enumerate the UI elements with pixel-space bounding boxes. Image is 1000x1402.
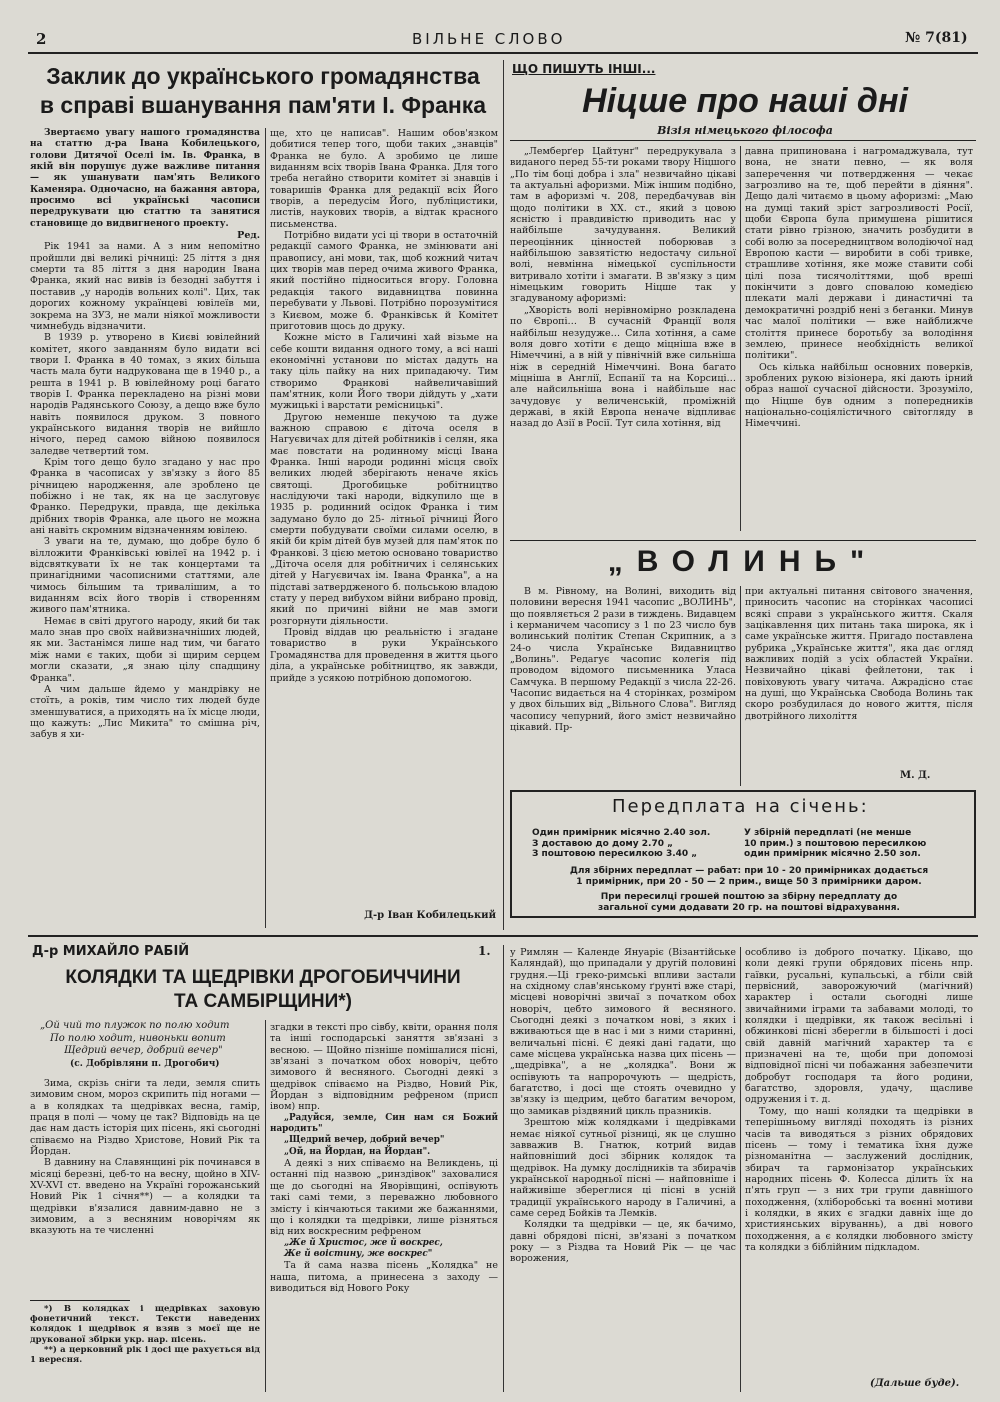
subscription-title: Передплата на січень: bbox=[612, 796, 869, 817]
paragraph: Кожне місто в Галичині хай візьме на себе кошти видання одного тому, а всі наші економічні установи по містах дадуть на таку ціль пайку на них припадаючу. Тим створимо Франкові найвеличавіший пам'ятник, коли Його твори дійдуть у „хати мужицькі і варстати ремісницькі". bbox=[270, 332, 498, 412]
footnote: **) а церковний рік і досі ще рахується від 1 вересня. bbox=[30, 1344, 260, 1366]
paragraph: Ось кілька найбільш основних поверків, зроблених рукою візіонера, які дають ірний образ нашої сучасної дійсности. Зрозуміло, що Ніцше був одним з попередників національно-соціялістичного світогляду в Німеччині. bbox=[745, 361, 973, 430]
article2-bottom-rule bbox=[510, 540, 976, 541]
subscription-prices-left bbox=[532, 828, 732, 860]
paragraph: В давнину на Славянщині рік починався в місяці березні, цеб-то на весну, щойно в XIV-XV-XVI ст. введено на Україні горожанський Новий Рік 1 січня**) — а колядки та щедрівки в'язалися давним-давно не з зимовим, а з весняним новорічям як вказують на те численні bbox=[30, 1157, 260, 1237]
song-quote: „Щедрий вечер, добрий вечер" bbox=[284, 1135, 445, 1146]
footnote-rule bbox=[30, 1300, 130, 1301]
paragraph: Другою неменше пекучою та дуже важною справою є діточа оселя в Нагуєвичах для дітей робітників і селян, яка має повстати на родинному місці Івана Франка. Інші народи родинні місця своїх великих людей зберігають неначе якісь святощі. Дрогобицьке робітництво наслідуючи такі народи, відкупило ще в 1935 р. родинний осідок Франка і тим задумано було до 25- літньої річниці Його смерти побудувати своїми силами оселю, в якій би крім дітей був музей для пам'яток по Франкові. З цією метою основано товариство „Діточа оселя для робітничих і селянських дітей у Нагуєвичах ім. Івана Франка", а на підставі затвердженого б. польською владою стату у перед вибухом війни вибрано провід, який по причині війни не мав змоги розгорнути діяльности. bbox=[270, 411, 498, 627]
subscription-note: При пересилці грошей поштою за збірну передплату до загальної суми додавати 20 гр. на поштові відрахування. bbox=[598, 892, 900, 913]
column-rule bbox=[740, 947, 741, 1392]
paragraph: Зима, скрізь сніги та леди, земля спить зимовим сном, мороз скрипить під ногами — а в колядках та щедрівках весна, гамір, праця в полі — чому це так? Відповідь на це дає нам дасть історія цих пісень, які сьогодні співаємо на Різдво Христове, Новий Рік та Йордан. bbox=[30, 1078, 260, 1158]
column-rule bbox=[265, 1020, 266, 1392]
masthead-rule bbox=[28, 52, 978, 54]
paragraph: ще, хто це написав". Нашим обов'язком добитися тепер того, щоби таких „знавців" Франка не було. А зробимо це лише виданням всіх творів Івана Франка. Для того треба негайно створити комітет зі знавців і товаришів Франка для редакції всіх Його творів, а передусім Його, публіцистики, листів, наукових творів, а відтак красного письменства. bbox=[270, 128, 498, 230]
price-row: З доставою до дому 2.70 „ bbox=[532, 838, 674, 849]
vertical-rule-bottom bbox=[503, 945, 504, 1392]
column-rule bbox=[740, 146, 741, 531]
paragraph: З уваги на те, думаю, що добре було б вілложити Франківські ювілеї на 1942 р. і відсвяткувати їх не так концертами та принагідними часописними статтями, але чимось більшим та тривалішим, а то виданням всіх його творів і створенням живого пам'ятника. bbox=[30, 536, 260, 616]
article4-column4 bbox=[745, 947, 973, 1377]
paragraph: „Лемберґер Цайтунґ" передрукувала з виданого перед 55-ти роками твору Ніцшого „По тім боці добра і зла" незвичайно цікаві та актуальні афоризми. Між іншим подібно, там в афоризмі ч. 208, передбачував він щодо політики в XX. ст., який з цовою ясністю і правдивістю приводить нас у найбільше зачудування. Великий переоцінник цінностей поборював з найбільшою завзятістю недостачу сильної волі, невмінна німецької суспільности витривало хотіти і змагати. В зв'язку з цим німецьким говорить Ніцше так у згадуваному афоризмі: bbox=[510, 146, 736, 305]
footnote: *) В колядках і щедрівках заховую фонетичний текст. Тексти наведених колядок і щедрівок я взяв з моєї ще не друкованої збірки укр. нар. пісень. bbox=[30, 1304, 260, 1345]
column-rule bbox=[265, 128, 266, 928]
article2-column2 bbox=[745, 146, 973, 531]
article1-column2 bbox=[270, 128, 498, 908]
paragraph: при актуальні питання світового значення, приносить часопис на сторінках часописі всякі справи з українського життя. Скаля зацікавлення цих питань така широка, як і саме українське життя. Пригадо поставлена рубрика „Українське життя", яка дає огляд важливих подій з усіх областей України. Незвичайно цікаві фейлетони, так і повіховують увагу читача. Ажрадісно стає на душі, що Українська Свобода Волинь так скоро розбудилася до нового життя, після двотрійного лихоліття bbox=[745, 586, 973, 722]
column-rule bbox=[740, 586, 741, 786]
article4-epigraph: „Ой чий то плужок по полю ходит По полю ходит, нивоньки вопит Щедрий вечер, добрий вечер" (с. Добрівляни п. Дрогобич) bbox=[40, 1020, 230, 1069]
article3-signature: М. Д. bbox=[900, 770, 931, 781]
article4-part-number: 1. bbox=[478, 944, 491, 958]
article2-subtitle: Візія німецького філософа bbox=[657, 124, 833, 137]
article3-column1 bbox=[510, 586, 736, 786]
paragraph: Колядки та щедрівки — це, як бачимо, давні обрядові пісні, зв'язані з початком року — з Різдва та Новий Рік — це час ворожения, bbox=[510, 1219, 736, 1265]
paragraph: А деякі з них співаємо на Великдень, ці останні під назвою „ринздівок" заховалися ще до сьогодні на Яворівщині, оспівують такі самі теми, з переважно любовного змісту і кінчаються такими же бажаннями, що і колядки та щедрівки, лише різняться від них воскресним рефреном bbox=[270, 1158, 498, 1238]
article1-title bbox=[28, 62, 498, 120]
newspaper-title: ВІЛЬНЕ СЛОВО bbox=[412, 30, 566, 48]
article4-title: КОЛЯДКИ ТА ЩЕДРІВКИ ДРОГОБИЧЧИНИ ТА САМБІРЩИНИ*) bbox=[65, 967, 461, 1012]
quote-paragraph: „Хворість волі нерівномірно розкладена по Європі… В сучасній Франції воля найбільш незудуже… Сила хотіння, а саме воля довго хотіти є дещо міцніша вже в Німеччині, а в ній у північній вже сильніша ніж в середній Німеччині. Вона багато міцніша в Англії, Еспанії та на Корсиці… але найсильніша вона і найбільше нас зачудовує у величенській, проміжній державі, в якій Европа неначе відпливає назад до Азії в Росії. Тут сила хотіння, від bbox=[510, 304, 736, 430]
vertical-rule-top bbox=[503, 60, 504, 930]
subscription-box bbox=[510, 790, 976, 918]
subscription-discount: Для збірних передплат — рабат: при 10 - 20 примірниках додається 1 примірник, при 20 - 50 — 2 прим., вище 50 3 примірники даром. bbox=[569, 866, 929, 887]
paragraph: Тому, що наші колядки та щедрівки в теперішньому вигляді походять із різних часів та виводяться з різних обрядових пісень — тому і тематика їхня дуже різноманітна — заслужений дослідник, збирач та гармонізатор українських народних пісень Ф. Колесса ділить їх на п'ять груп — з них три групи давнішого походження, (хліборобські та воєнні мотиви і колядки, в яких є згадки давніх іще до християнських віруваннь), а дві нового походження, а є колядки любовного змісту та колядки з біблійним підкладом. bbox=[745, 1105, 973, 1253]
section-label: ЩО ПИШУТЬ ІНШІ... bbox=[512, 62, 656, 76]
paragraph: В 1939 р. утворено в Києві ювілейний комітет, якого завданням було видати всі твори І. Франка в 40 томах, з яких більша часть мала бути надрукована ще в 1940 р., а решта в 1941 р. В ювілейному році багато творів І. Франка перекладено на різні мови народів Радянського Союзу, а дещо вже було навіть появилося друком. З повного українського видання творів не вийшло нічого, перед самою війною появилося заледве четвертий том. bbox=[30, 332, 260, 457]
paragraph: А чим дальше йдемо у мандрівку не стоїть, а років, тим число тих людей буде зменшуватися, а приходять на їх місце люди, що кажуть: „Лис Микита" то смішна річ, забув я хи- bbox=[30, 683, 260, 741]
article4-author: Д-р МИХАЙЛО РАБІЙ bbox=[32, 944, 190, 959]
article1-title-line1: Заклик до українського громадянства bbox=[46, 63, 480, 89]
song-quote: Же й воістину, же воскрес" bbox=[284, 1248, 433, 1259]
issue-number: № 7(81) bbox=[905, 30, 968, 46]
paragraph: особливо із доброго початку. Цікаво, що коли деякі групи обрядових пісень нпр. гаївки, русальні, купальські, а гбіли свій первісний, заворожуючий (магічний) характер і остали сьогодні лише звичайними іграми та забавами молоді, то колядки і щедрівки, як також весільні і обжинкові пісні зберегли в більшості і досі свій давній магічний характер та є призначені на те, щоби при допомозі відповідної пісні чи побажання забезпечити добробут господаря та його родини, багатство, здоровля, удачу, щасливе одружения і т. д. bbox=[745, 947, 973, 1106]
article1-signature: Д-р Іван Кобилецький bbox=[364, 910, 496, 921]
article3-title: „ВОЛИНЬ" bbox=[607, 545, 879, 578]
article1-title-line2: в справі вшанування пам'яти І. Франка bbox=[39, 92, 487, 118]
song-quote: „Ой, на Йордан, на Йордан". bbox=[284, 1146, 431, 1157]
article4-column1 bbox=[30, 1078, 260, 1296]
article4-footnotes bbox=[30, 1304, 260, 1394]
paragraph: давна припинована і нагромаджувала, тут вона, не знати певно, — як воля заперечення чи потвердження — чекає загрозливо на те, щоб перейти в діяння". Дещо далі читаємо в цьому афоризмі: „Маю на думці такий зріст загрозливості Росії, щоби Європа була примушена рішитися стати рівно грізною, значить розбудити в собі волю за посередництвом володіючої над Европою касти — виробити в собі тривке, страшливе хотіння, яке може ставити собі цілі поза тисячоліттями, щоб вреші покінчити з довго сповалою комедією плекати малі держави і династичні та демократичні роздріб нені з беганки. Минув час малої політики — вже найближче століття принесе боротьбу за володіння землею, принесе необхідність великої політики". bbox=[745, 146, 973, 362]
article4-column2 bbox=[270, 1022, 498, 1394]
paragraph: згадки в тексті про сівбу, квіти, орання поля та інші господарські заняття зв'язані з весною. — Щойно пізніше помішалися пісні, зв'язані з початком обох новоріч, цебто зимового й весняного. Сьогодні деякі з щедрівок співаємо на Різдво, Новий Рік, Йордан з відповідним рефреном (присп івом) нпр. bbox=[270, 1022, 498, 1113]
article2-title: Ніцше про наші дні bbox=[582, 82, 908, 120]
subscription-prices-right: У збірній передплаті (не менше 10 прим.) з поштовою пересилкою один примірник місячно 2.50 зол. bbox=[744, 828, 927, 860]
section-rule bbox=[28, 935, 978, 937]
paragraph: Провід віддав цю реальністю і згадане товариство в руки Українського Громадянства для проведення в життя цього діла, а українське робітництво, як завжди, прийде з усякою потрібною допомогою. bbox=[270, 627, 498, 684]
paragraph: Зрештою між колядками і щедрівками немає ніякої сутньої різниці, як це слушно завважив В. Гнатюк, котрий видав найповніший досі збірник колядок та щедрівок. На думку дослідників та збирачів української народньої пісні — найповніше і найживіше збереглися ці пісні в усній традиції українського народу в Галичині, а саме серед Бойків та Лемків. bbox=[510, 1117, 736, 1219]
article2-column1 bbox=[510, 146, 736, 531]
article3-column2 bbox=[745, 586, 973, 756]
song-quote: „Радуйся, земле, Син нам ся Божий народить" bbox=[270, 1112, 498, 1135]
paragraph: Немає в світі другого народу, який би так мало знав про своїх найвизначніших людей, як ми. Застанімся лише над тим, чи багато між нами є таких, щоби зі щирим серцем могли сказати, „я знаю цілу спадщину Франка". bbox=[30, 615, 260, 684]
paragraph: Рік 1941 за нами. А з ним непомітно пройшли дві великі річниці: 25 ліття з дня смерти та 85 ліття з дня народин Івана Франка, який нас вивів із безодні забуття і поставив „у народів вольних колі". Цих, так дорогих кожному українцеві ювілеїв ми, зокрема на ЗУЗ, не мали ніякої можливости чимнебудь відзначити. bbox=[30, 241, 260, 332]
price-row: З поштовою пересилкою 3.40 „ bbox=[532, 849, 698, 860]
paragraph: Потрібно видати усі ці твори в остаточній редакції самого Франка, не змінювати ані правопису, ані мови, так, щоб кожний читач цих творів мав перед очима живого Франка, який постійно підноситься вгору. Головна редакція такого видавництва повинна перебувати у Львові. Потрібно порозумітися з Києвом, може б. Франківськ й Комітет приготовив щось до друку. bbox=[270, 230, 498, 332]
article1-column1 bbox=[30, 128, 260, 928]
page-number: 2 bbox=[36, 30, 47, 48]
paragraph: В м. Рівному, на Волині, виходить від половини вересня 1941 часопис „ВОЛИНЬ", що появляється 2 рази в тиждень. Видавцем і керманичем часопису з 1 по 23 число був волинський політик Степан Скрипник, а з 24-о числа Українське Видавництво „Волинь". Редагує часопис колегія під проводом відомого письменника Уласа Самчука. В першому Редакції з числа 22-26. Часопис видається на 4 сторінках, розміром у двох більших від „Вільного Слова". Вигляд часопису чепурний, його зміст незвичайно цікавий. Пр- bbox=[510, 586, 736, 734]
to-be-continued: (Дальше буде). bbox=[870, 1378, 960, 1389]
paragraph: Та й сама назва пісень „Колядка" не наша, питома, а принесена з заходу — виводиться від Нового Року bbox=[270, 1260, 498, 1294]
price-row: Один примірник місячно 2.40 зол. bbox=[532, 828, 711, 838]
song-quote: „Же й Христос, же й воскрес, bbox=[284, 1237, 443, 1248]
article2-rule bbox=[510, 140, 976, 141]
paragraph: у Римлян — Календе Януаріє (Візантійське Каляндай), що припадали у другій половині грудня.—Ці греко-римські впливи застали на східному слав'янському ґрунті вже старі, місцеві новорічні звичаї з початком обох новоріч, цебто зимового й весняного. Сьогодні деякі з початком нові, з яких і вживаються ще в нас і ми з ними старинні, величальні пісні. Є деякі дані гадати, що саме місцева українська назва цих пісень — „щедрівка", а не „колядка". Вони ж оспівують та напророчують — щедрість, багатство, і досі ще стоять очевидно у зв'язку із щедрим, цебто багатим вечором, що замикав різдвяний цикль празників. bbox=[510, 947, 736, 1117]
editorial-intro: Звертаємо увагу нашого громадянства на статтю д-ра Івана Кобилецького, голови Дитячої Оселі ім. Ів. Франка, в якій він порушує дуже важливе питання — як ушанувати пам'ять Великого Каменяра. Одночасно, на бажання автора, просимо всі українські часописи передрукувати цю статтю та занятися становище до видвигненого проекту. bbox=[30, 128, 260, 229]
paragraph: Крім того дещо було згадано у нас про Франка в часописах у зв'язку з його 85 річницею народження, але зроблено це побіжно і не так, як на це заслуговує Франко. Передруки, правда, ще декілька дрібних творів Франка, але цього не можна ані навіть скромним відзначенням ювілею. bbox=[30, 456, 260, 537]
article4-column3 bbox=[510, 947, 736, 1392]
editorial-signature: Ред. bbox=[237, 230, 260, 242]
